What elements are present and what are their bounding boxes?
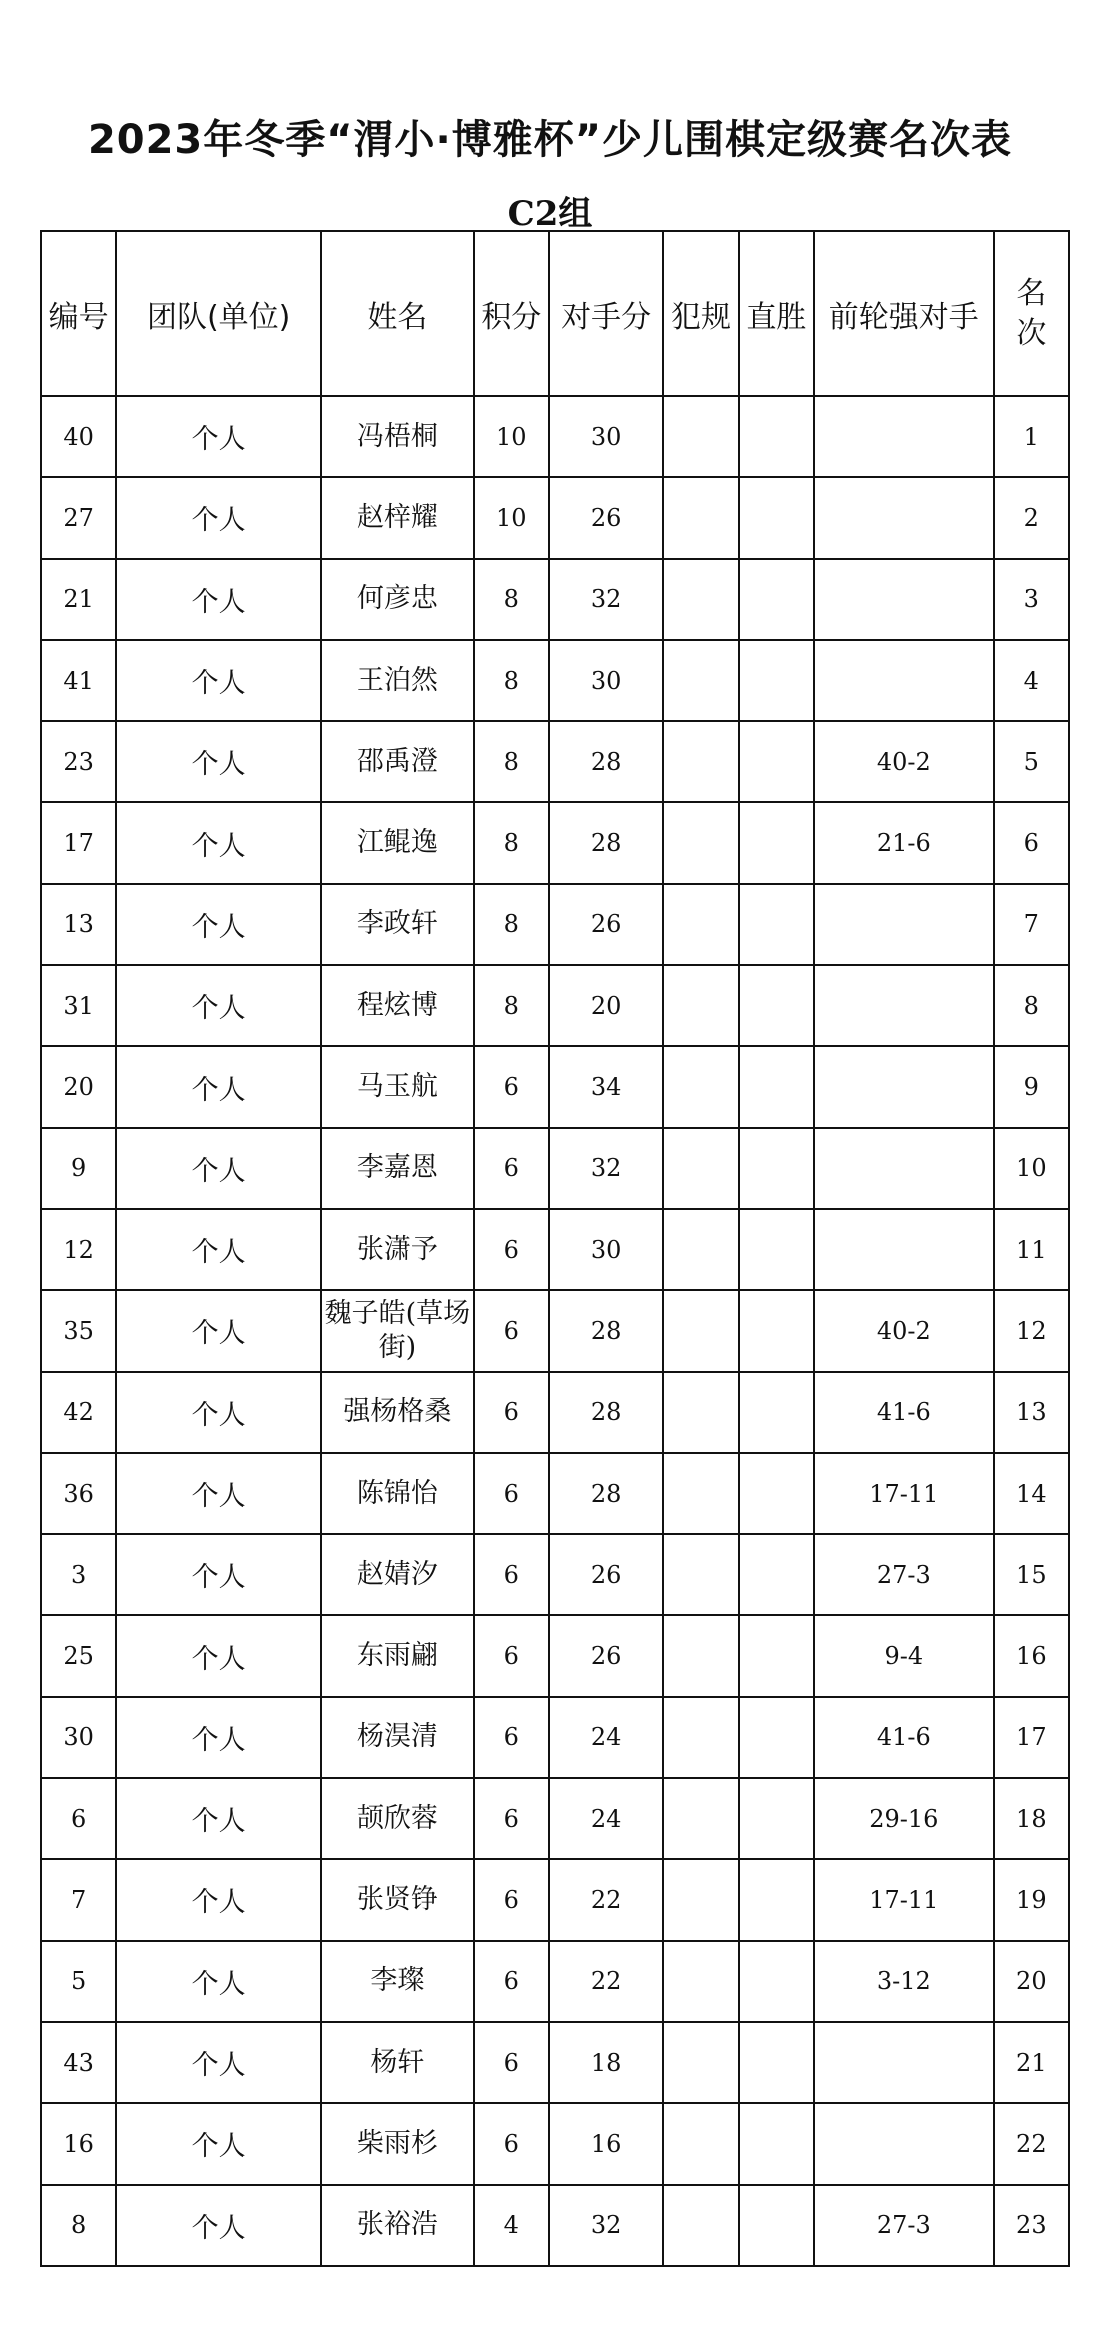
table-row <box>41 1209 1069 1290</box>
cell-foul <box>663 1209 738 1290</box>
cell-prev-strong-opp <box>814 884 994 965</box>
cell-prev-strong-opp: 27-3 <box>814 2185 994 2266</box>
cell-team: 个人 <box>116 1372 321 1453</box>
cell-direct-win <box>739 2185 814 2266</box>
cell-foul <box>663 396 738 477</box>
cell-id: 8 <box>41 2185 116 2266</box>
cell-rank: 5 <box>994 721 1069 802</box>
cell-direct-win <box>739 1453 814 1534</box>
cell-rank: 13 <box>994 1372 1069 1453</box>
cell-name: 杨淏清 <box>321 1697 474 1778</box>
cell-direct-win <box>739 1209 814 1290</box>
cell-points: 8 <box>474 721 549 802</box>
cell-points: 6 <box>474 1128 549 1209</box>
cell-opp-points: 22 <box>549 1859 663 1940</box>
cell-id: 5 <box>41 1941 116 2022</box>
cell-opp-points: 30 <box>549 640 663 721</box>
cell-name: 东雨翩 <box>321 1615 474 1696</box>
cell-prev-strong-opp: 17-11 <box>814 1859 994 1940</box>
table-row <box>41 640 1069 721</box>
table-row <box>41 1046 1069 1127</box>
cell-opp-points: 26 <box>549 477 663 558</box>
header-rank-cell <box>994 231 1069 396</box>
cell-points: 6 <box>474 1615 549 1696</box>
cell-id: 25 <box>41 1615 116 1696</box>
cell-opp-points: 28 <box>549 721 663 802</box>
cell-opp-points: 26 <box>549 1615 663 1696</box>
cell-name: 赵婧汐 <box>321 1534 474 1615</box>
cell-name: 柴雨杉 <box>321 2103 474 2184</box>
table-row <box>41 1534 1069 1615</box>
cell-id: 12 <box>41 1209 116 1290</box>
cell-team: 个人 <box>116 1697 321 1778</box>
table-row <box>41 1290 1069 1371</box>
cell-foul <box>663 2185 738 2266</box>
cell-points: 6 <box>474 1859 549 1940</box>
cell-rank: 14 <box>994 1453 1069 1534</box>
cell-team: 个人 <box>116 640 321 721</box>
cell-prev-strong-opp: 17-11 <box>814 1453 994 1534</box>
cell-name: 马玉航 <box>321 1046 474 1127</box>
cell-foul <box>663 1290 738 1371</box>
cell-team: 个人 <box>116 1778 321 1859</box>
cell-points: 6 <box>474 1290 549 1371</box>
cell-name: 杨轩 <box>321 2022 474 2103</box>
cell-team: 个人 <box>116 1453 321 1534</box>
cell-foul <box>663 721 738 802</box>
header-foul: 犯规 <box>663 231 738 396</box>
cell-team: 个人 <box>116 1941 321 2022</box>
cell-prev-strong-opp <box>814 559 994 640</box>
header-points: 积分 <box>474 231 549 396</box>
table-row <box>41 477 1069 558</box>
cell-foul <box>663 1859 738 1940</box>
table-row <box>41 884 1069 965</box>
cell-points: 6 <box>474 1046 549 1127</box>
cell-direct-win <box>739 2022 814 2103</box>
cell-name: 张潇予 <box>321 1209 474 1290</box>
cell-id: 17 <box>41 802 116 883</box>
table-body <box>41 396 1069 2266</box>
cell-points: 6 <box>474 1941 549 2022</box>
cell-id: 20 <box>41 1046 116 1127</box>
cell-id: 13 <box>41 884 116 965</box>
cell-prev-strong-opp <box>814 1046 994 1127</box>
cell-opp-points: 26 <box>549 884 663 965</box>
cell-prev-strong-opp: 27-3 <box>814 1534 994 1615</box>
table-row <box>41 2103 1069 2184</box>
cell-foul <box>663 1372 738 1453</box>
cell-name: 张裕浩 <box>321 2185 474 2266</box>
cell-rank: 21 <box>994 2022 1069 2103</box>
cell-foul <box>663 965 738 1046</box>
table-row <box>41 2185 1069 2266</box>
cell-opp-points: 16 <box>549 2103 663 2184</box>
cell-foul <box>663 640 738 721</box>
cell-foul <box>663 1453 738 1534</box>
table-row <box>41 559 1069 640</box>
cell-points: 10 <box>474 396 549 477</box>
cell-rank: 23 <box>994 2185 1069 2266</box>
cell-team: 个人 <box>116 1615 321 1696</box>
header-prev-strong-opp: 前轮强对手 <box>814 231 994 396</box>
header-id: 编号 <box>41 231 116 396</box>
cell-direct-win <box>739 1615 814 1696</box>
cell-rank: 22 <box>994 2103 1069 2184</box>
cell-team: 个人 <box>116 965 321 1046</box>
cell-opp-points: 24 <box>549 1778 663 1859</box>
cell-foul <box>663 1778 738 1859</box>
cell-team: 个人 <box>116 1128 321 1209</box>
header-row <box>41 231 1069 396</box>
cell-prev-strong-opp <box>814 396 994 477</box>
cell-name: 颉欣蓉 <box>321 1778 474 1859</box>
cell-team: 个人 <box>116 1534 321 1615</box>
cell-opp-points: 28 <box>549 1372 663 1453</box>
cell-rank: 11 <box>994 1209 1069 1290</box>
cell-name: 江鲲逸 <box>321 802 474 883</box>
cell-team: 个人 <box>116 1290 321 1371</box>
cell-name: 魏子皓(草场街) <box>321 1290 474 1371</box>
table-row <box>41 396 1069 477</box>
cell-prev-strong-opp: 40-2 <box>814 1290 994 1371</box>
cell-direct-win <box>739 802 814 883</box>
cell-prev-strong-opp <box>814 2022 994 2103</box>
cell-name: 程炫博 <box>321 965 474 1046</box>
cell-rank: 7 <box>994 884 1069 965</box>
cell-opp-points: 24 <box>549 1697 663 1778</box>
cell-team: 个人 <box>116 1859 321 1940</box>
cell-foul <box>663 884 738 965</box>
cell-direct-win <box>739 477 814 558</box>
cell-name: 李璨 <box>321 1941 474 2022</box>
cell-id: 30 <box>41 1697 116 1778</box>
cell-opp-points: 28 <box>549 1290 663 1371</box>
cell-opp-points: 30 <box>549 1209 663 1290</box>
cell-team: 个人 <box>116 721 321 802</box>
cell-id: 35 <box>41 1290 116 1371</box>
cell-opp-points: 20 <box>549 965 663 1046</box>
cell-prev-strong-opp <box>814 1209 994 1290</box>
cell-prev-strong-opp: 41-6 <box>814 1372 994 1453</box>
cell-opp-points: 34 <box>549 1046 663 1127</box>
cell-rank: 18 <box>994 1778 1069 1859</box>
cell-foul <box>663 559 738 640</box>
cell-name: 李政轩 <box>321 884 474 965</box>
table-row <box>41 1372 1069 1453</box>
cell-foul <box>663 1615 738 1696</box>
cell-prev-strong-opp: 40-2 <box>814 721 994 802</box>
page-title: 2023年冬季“渭小·博雅杯”少儿围棋定级赛名次表 <box>87 117 1013 163</box>
cell-direct-win <box>739 1534 814 1615</box>
cell-foul <box>663 1046 738 1127</box>
cell-id: 7 <box>41 1859 116 1940</box>
cell-rank: 10 <box>994 1128 1069 1209</box>
cell-name: 陈锦怡 <box>321 1453 474 1534</box>
cell-direct-win <box>739 559 814 640</box>
group-label: C2组 <box>507 194 593 234</box>
cell-prev-strong-opp <box>814 965 994 1046</box>
cell-points: 8 <box>474 884 549 965</box>
cell-team: 个人 <box>116 396 321 477</box>
cell-foul <box>663 1128 738 1209</box>
cell-id: 36 <box>41 1453 116 1534</box>
cell-opp-points: 18 <box>549 2022 663 2103</box>
cell-points: 6 <box>474 1778 549 1859</box>
cell-direct-win <box>739 1046 814 1127</box>
table-row <box>41 1697 1069 1778</box>
cell-team: 个人 <box>116 1209 321 1290</box>
cell-name: 李嘉恩 <box>321 1128 474 1209</box>
cell-direct-win <box>739 1290 814 1371</box>
cell-direct-win <box>739 965 814 1046</box>
cell-prev-strong-opp: 3-12 <box>814 1941 994 2022</box>
cell-prev-strong-opp: 21-6 <box>814 802 994 883</box>
cell-points: 6 <box>474 2022 549 2103</box>
header-direct-win: 直胜 <box>739 231 814 396</box>
cell-points: 6 <box>474 2103 549 2184</box>
cell-opp-points: 28 <box>549 1453 663 1534</box>
cell-id: 27 <box>41 477 116 558</box>
cell-rank: 2 <box>994 477 1069 558</box>
cell-id: 9 <box>41 1128 116 1209</box>
cell-direct-win <box>739 396 814 477</box>
table-row <box>41 1615 1069 1696</box>
cell-foul <box>663 477 738 558</box>
cell-direct-win <box>739 2103 814 2184</box>
cell-points: 10 <box>474 477 549 558</box>
table-row <box>41 721 1069 802</box>
table-row <box>41 1941 1069 2022</box>
table-row <box>41 1128 1069 1209</box>
cell-direct-win <box>739 721 814 802</box>
cell-name: 冯梧桐 <box>321 396 474 477</box>
cell-prev-strong-opp <box>814 640 994 721</box>
cell-prev-strong-opp: 29-16 <box>814 1778 994 1859</box>
cell-foul <box>663 1697 738 1778</box>
header-team: 团队(单位) <box>116 231 321 396</box>
cell-team: 个人 <box>116 1046 321 1127</box>
table-row <box>41 1453 1069 1534</box>
cell-foul <box>663 2103 738 2184</box>
cell-direct-win <box>739 1778 814 1859</box>
cell-team: 个人 <box>116 2022 321 2103</box>
table-row <box>41 965 1069 1046</box>
cell-prev-strong-opp <box>814 1128 994 1209</box>
cell-direct-win <box>739 884 814 965</box>
cell-direct-win <box>739 1372 814 1453</box>
cell-team: 个人 <box>116 884 321 965</box>
cell-name: 强杨格桑 <box>321 1372 474 1453</box>
cell-prev-strong-opp <box>814 477 994 558</box>
cell-foul <box>663 802 738 883</box>
cell-direct-win <box>739 1128 814 1209</box>
cell-name: 何彦忠 <box>321 559 474 640</box>
cell-prev-strong-opp: 9-4 <box>814 1615 994 1696</box>
cell-rank: 4 <box>994 640 1069 721</box>
cell-id: 43 <box>41 2022 116 2103</box>
cell-rank: 8 <box>994 965 1069 1046</box>
cell-team: 个人 <box>116 802 321 883</box>
cell-rank: 16 <box>994 1615 1069 1696</box>
cell-direct-win <box>739 1859 814 1940</box>
cell-direct-win <box>739 1697 814 1778</box>
cell-id: 6 <box>41 1778 116 1859</box>
cell-name: 邵禹澄 <box>321 721 474 802</box>
cell-id: 23 <box>41 721 116 802</box>
cell-id: 16 <box>41 2103 116 2184</box>
cell-rank: 9 <box>994 1046 1069 1127</box>
cell-points: 8 <box>474 559 549 640</box>
cell-id: 42 <box>41 1372 116 1453</box>
cell-rank: 6 <box>994 802 1069 883</box>
cell-prev-strong-opp: 41-6 <box>814 1697 994 1778</box>
cell-foul <box>663 2022 738 2103</box>
cell-opp-points: 32 <box>549 559 663 640</box>
cell-team: 个人 <box>116 2103 321 2184</box>
table-row <box>41 1859 1069 1940</box>
table-row <box>41 2022 1069 2103</box>
ranking-table <box>40 230 1070 2267</box>
cell-points: 6 <box>474 1453 549 1534</box>
cell-id: 41 <box>41 640 116 721</box>
cell-rank: 3 <box>994 559 1069 640</box>
cell-prev-strong-opp <box>814 2103 994 2184</box>
header-name: 姓名 <box>321 231 474 396</box>
cell-rank: 20 <box>994 1941 1069 2022</box>
cell-id: 21 <box>41 559 116 640</box>
cell-rank: 1 <box>994 396 1069 477</box>
cell-points: 6 <box>474 1372 549 1453</box>
cell-points: 6 <box>474 1534 549 1615</box>
cell-id: 40 <box>41 396 116 477</box>
header-rank: 名次 <box>1016 275 1047 351</box>
cell-points: 6 <box>474 1697 549 1778</box>
cell-foul <box>663 1941 738 2022</box>
cell-team: 个人 <box>116 559 321 640</box>
table-row <box>41 802 1069 883</box>
cell-direct-win <box>739 1941 814 2022</box>
table-row <box>41 1778 1069 1859</box>
cell-points: 8 <box>474 640 549 721</box>
cell-points: 4 <box>474 2185 549 2266</box>
cell-id: 31 <box>41 965 116 1046</box>
cell-rank: 19 <box>994 1859 1069 1940</box>
cell-opp-points: 32 <box>549 2185 663 2266</box>
cell-opp-points: 32 <box>549 1128 663 1209</box>
cell-rank: 17 <box>994 1697 1069 1778</box>
cell-team: 个人 <box>116 2185 321 2266</box>
cell-points: 6 <box>474 1209 549 1290</box>
cell-foul <box>663 1534 738 1615</box>
cell-points: 8 <box>474 965 549 1046</box>
cell-name: 王泊然 <box>321 640 474 721</box>
cell-name: 张贤铮 <box>321 1859 474 1940</box>
cell-name: 赵梓耀 <box>321 477 474 558</box>
header-opp-points: 对手分 <box>549 231 663 396</box>
cell-opp-points: 22 <box>549 1941 663 2022</box>
cell-id: 3 <box>41 1534 116 1615</box>
cell-direct-win <box>739 640 814 721</box>
cell-rank: 15 <box>994 1534 1069 1615</box>
cell-opp-points: 30 <box>549 396 663 477</box>
cell-rank: 12 <box>994 1290 1069 1371</box>
cell-team: 个人 <box>116 477 321 558</box>
cell-points: 8 <box>474 802 549 883</box>
cell-opp-points: 26 <box>549 1534 663 1615</box>
cell-opp-points: 28 <box>549 802 663 883</box>
